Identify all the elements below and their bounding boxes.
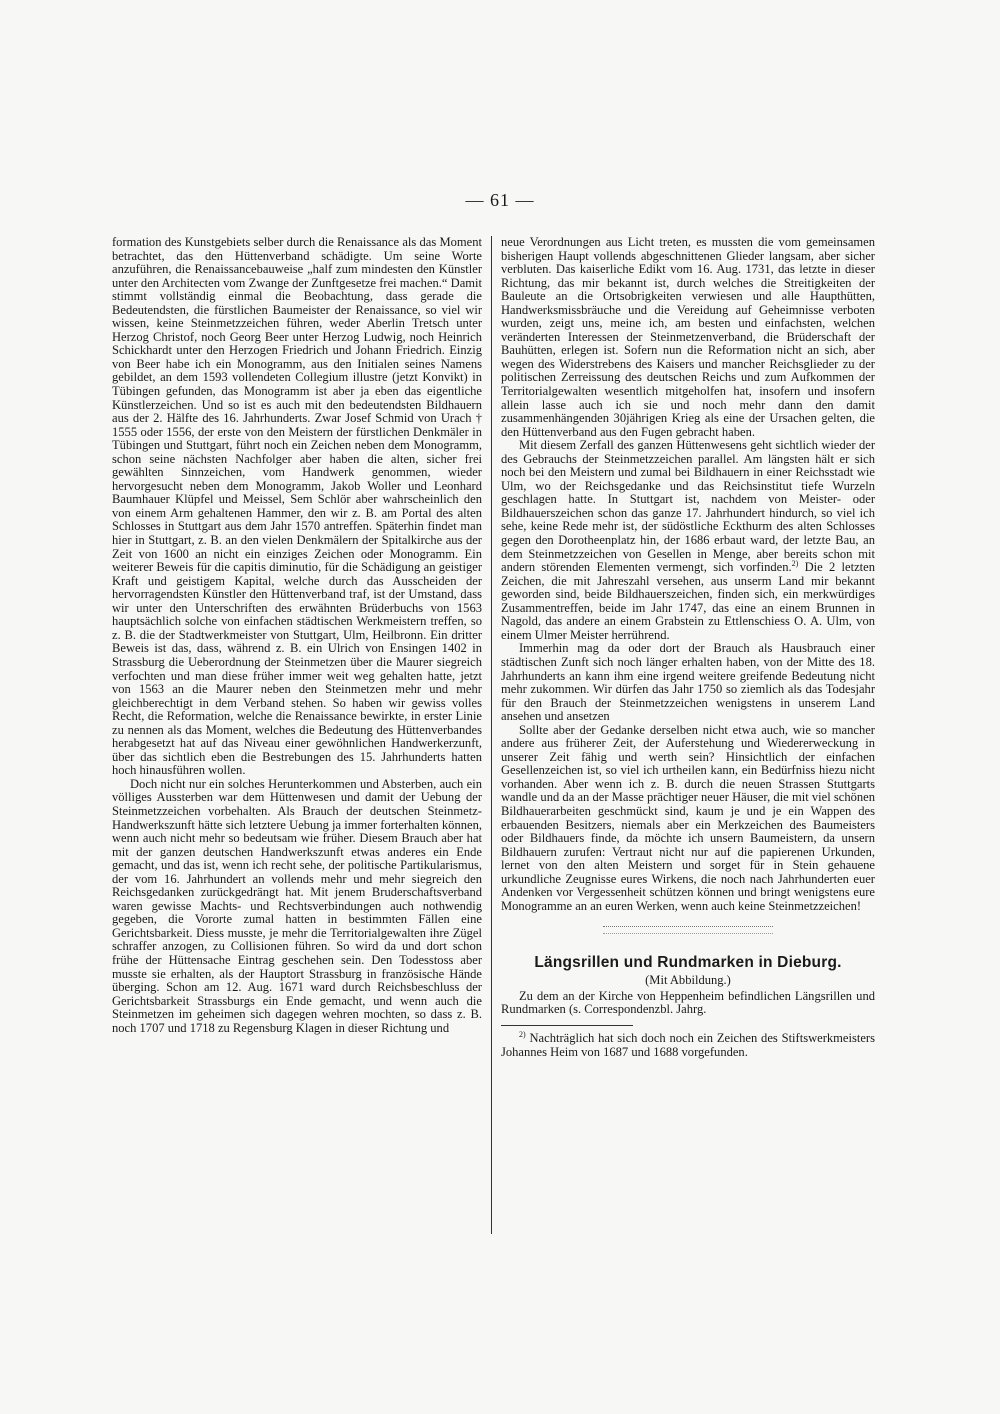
section-paragraph: Zu dem an der Kirche von Heppenheim befindlichen Längsrillen und Rundmarken (s. Correspondenzbl. Jahrg. [501, 988, 875, 1017]
column-divider [491, 236, 492, 1234]
left-column [112, 236, 482, 1035]
section-ornament [603, 926, 773, 934]
left-paragraph-2: Doch nicht nur ein solches Herunterkommen und Absterben, auch ein völliges Aussterben war dem Hüttenwesen und damit der Uebung der Steinmetzzeichen vorbehalten. Als Brauch der deutschen Steinmetz-Handwerkszunft hätte sich letztere Uebung ja immer forterhalten können, wenn auch nicht mehr so bedeutsam wie früher. Diesem Brauch aber hat mit der ganzen deutschen Handwerkszunft etwas anderes ein Ende gemacht, und das ist, wenn ich recht sehe, der politische Partikularismus, der vom 16. Jahrhundert an vollends mehr und mehr siegreich den Reichsgedanken zurückgedrängt hat. Mit jenem Bruderschaftsverband waren gewisse Machts- und Rechtsverbindungen auch nothwendig gegeben, die Vororte zumal hatten in bestimmten Fällen eine Gerichtsbarkeit. Diess musste, je mehr die Territorialgewalten ihre Zügel schraffer anzogen, zu Collisionen führen. So wird da und dort schon frühe der Hüttensache Eintrag geschehen sein. Den Todesstoss aber musste sie erhalten, als der Hauptort Strassburg in französische Hände überging. Schon am 12. Aug. 1671 ward durch Reichsbeschluss der Gerichtsbarkeit Strassburgs ein Ende gemacht, und wenn auch die Steinmetzen im geheimen sich dagegen wehren mochten, so dass z. B. noch 1707 und 1718 zu Regensburg Klagen in dieser Richtung und [112, 776, 482, 1035]
right-paragraph-2-main: Mit diesem Zerfall des ganzen Hüttenwesens geht sichtlich wieder der des Gebrauchs der Steinmetzzeichen parallel. Am längsten hält er sich noch bei den Meistern und zumal bei Bildhauern in einer Reichsstadt wie Ulm, wo der Reichsgedanke und das Reichsinstitut tiefe Wurzeln geschlagen hatte. In Stuttgart ist, nachdem von Meister- oder Bildhauerszeichen schon das ganze 17. Jahrhundert hindurch, so viel ich sehe, keine Rede mehr ist, der südöstliche Eckthurm des alten Schlosses gegen den Dorotheenplatz hin, der 1686 erbaut ward, der letzte Bau, an dem Steinmetzzeichen von Gesellen in Menge, aber bereits schon mit andern störenden Elementen vermengt, sich vorfinden. [501, 438, 875, 575]
footnote [501, 1029, 875, 1059]
page-number: — 61 — [465, 190, 535, 210]
right-paragraph-1: neue Verordnungen aus Licht treten, es mussten die vom gemeinsamen bisherigen Haupt vollends abgeschnittenen Glieder langsam, aber sicher verbluten. Das kaiserliche Edikt vom 16. Aug. 1731, das letzte in dieser Richtung, das mir bekannt ist, durch welches die Streitigkeiten der Bauleute an die Ortsobrigkeiten verwiesen und alle Haupthütten, Handwerksmissbräuche und die Vereidung auf Geheimnisse verboten wurden, zeigt uns, meine ich, am besten und einfachsten, welchen veränderten Interessen der Steinmetzenverband, die Brüderschaft der Bauhütten, erlegen ist. Sofern nun die Reformation nicht an sich, aber wegen des Widerstrebens des Kaisers und mancher Reichsglieder zu der politischen Zerreissung des deutschen Reichs und zum Aufkommen der Territorialgewalten wesentlich mitgeholfen hat, insofern und insofern allein lasse auch ich sie und noch mehr dann den damit zusammenhängenden 30jährigen Krieg als eine der Ursachen gelten, die den Hüttenverband aus den Fugen gebracht haben. [501, 235, 875, 439]
footnote-marker: 2) [519, 1029, 526, 1039]
section-title: Längsrillen und Rundmarken in Dieburg. [534, 954, 842, 972]
right-column [501, 236, 875, 1059]
footnote-rule [501, 1025, 633, 1026]
right-paragraph-3: Immerhin mag da oder dort der Brauch als Hausbrauch einer städtischen Zunft sich noch länger erhalten haben, von der Mitte des 18. Jahrhunderts an kann ihm eine irgend weitere greifende Bedeutung nicht mehr zukommen. Wir dürfen das Jahr 1750 so ziemlich als das Todesjahr für den Brauch der Steinmetzzeichen wenigstens in unserem Land ansehen und ansetzen [501, 641, 875, 724]
footnote-reference: 2) [791, 558, 799, 568]
right-paragraph-2 [501, 439, 875, 642]
left-paragraph-1: formation des Kunstgebiets selber durch die Renaissance als das Moment betrachtet, das den Hüttenverband schädigte. Um seine Worte anzuführen, die Renaissancebauweise „half zum mindesten den Künstler unter den Architecten vom Zwange der Zunftgesetze frei machen.“ Damit stimmt vollständig einmal die Beobachtung, dass gerade die Bedeutendsten, die fürstlichen Baumeister der Renaissance, so viel wir wissen, keine Steinmetzzeichen führen, weder Aberlin Tretsch unter Herzog Christof, noch Georg Beer unter Herzog Ludwig, noch Heinrich Schickhardt unter den Herzogen Friedrich und Johann Friedrich. Einzig von Beer habe ich ein Monogramm, aus den Initialen seines Namens gebildet, an dem 1593 vollendeten Collegium illustre (jetzt Konvikt) in Tübingen gefunden, das Monogramm ist aber ja eben das eigentliche Künstlerzeichen. Und so ist es auch mit den bedeutendsten Bildhauern aus der 2. Hälfte des 16. Jahrhunderts. Zwar Josef Schmid von Urach † 1555 oder 1556, der erste von den Meistern der fürstlichen Denkmäler in Tübingen und Stuttgart, führt noch ein Zeichen neben dem Monogramm, schon seine nächsten Nachfolger aber haben die alten, sicher frei gewählten Sinnzeichen, vom Handwerk genommen, wieder hervorgesucht neben dem Monogramm, Jakob Woller und Leonhard Baumhauer Klüpfel und Meissel, Sem Schlör aber wahrscheinlich den von einem Arm gehaltenen Hammer, den wir z. B. am Portal des alten Schlosses in Stuttgart aus dem Jahr 1570 antreffen. Späterhin findet man hier in Stuttgart, z. B. an den vielen Denkmälern der Spitalkirche aus der Zeit von 1600 an nicht ein einziges Zeichen oder Monogramm. Ein weiterer Beweis für die capitis diminutio, für die Schädigung an geistiger Kraft und geistigem Kapital, welche durch das Ausscheiden der hervorragendsten Künstler den Hüttenverband traf, ist der Umstand, dass wir unter den Unterschriften des erwähnten Brüderbuchs von 1563 hauptsächlich solche von einfachen städtischen Werkmeistern treffen, so z. B. die der Stadtwerkmeister von Stuttgart, Ulm, Heilbronn. Ein dritter Beweis ist das, dass, während z. B. ein Ulrich von Ensingen 1402 in Strassburg die Ueberordnung der Steinmetzen über die Maurer siegreich verfochten und man diese früher immer weit weg gehalten hatte, jetzt von 1563 an die Maurer neben den Steinmetzen mehr und mehr gleichberechtigt in dem Verband stehen. So haben wir gewiss volles Recht, die Reformation, welche die Renaissance bewirkte, in erster Linie zu nennen als das Moment, welches die Bedeutung des Hüttenverbandes herabgesetzt hat auf das Niveau einer gewöhnlichen Handwerkerzunft, über das sichtlich eben die Bestrebungen des 15. Jahrhunderts hatten hoch hinausführen wollen. [112, 235, 482, 778]
right-paragraph-2-tail: Die 2 letzten Zeichen, die mit Jahreszahl versehen, aus unserm Land mir bekannt geworden sind, beide Bildhauerszeichen, finden sich, ein merkwürdiges Zusammentreffen, beide im Jahr 1747, das eine an einem Brunnen in Nagold, das andere an einem Grabstein zu Ettlenschiess O. A. Ulm, von einem Ulmer Meister herrührend. [501, 560, 875, 642]
footnote-text: Nachträglich hat sich doch noch ein Zeichen des Stiftswerkmeisters Johannes Heim von 1687 und 1688 vorgefunden. [501, 1030, 875, 1059]
right-paragraph-4: Sollte aber der Gedanke derselben nicht etwa auch, wie so mancher andere aus früherer Zeit, der Auferstehung und Wiedererweckung in unserer Zeit fähig und werth sein? Hinsichtlich der einfachen Gesellenzeichen ist, so viel ich urtheilen kann, ein Bedürfniss hiezu nicht vorhanden. Aber wenn ich z. B. durch die neuen Strassen Stuttgarts wandle und da an der Masse prächtiger neuer Häuser, die mit viel schönen Bildhauerarbeiten geschmückt sind, kaum je und je ein Wappen des erbauenden Besitzers, niemals aber ein Merkzeichen des Baumeisters oder Bildhauers finde, da möchte ich unsern Baumeistern, da unsern Bildhauern zurufen: Vertraut nicht nur auf die papierenen Urkunden, lernet von den alten Meistern und sorget für in Stein gehauene urkundliche Zeugnisse eures Wirkens, die noch nach Jahrhunderten euer Andenken vor Vergessenheit schützen können und bringt wenigstens eure Monogramme an an euren Werken, wenn auch keine Steinmetzzeichen! [501, 722, 875, 913]
section-subtitle: (Mit Abbildung.) [645, 973, 731, 988]
